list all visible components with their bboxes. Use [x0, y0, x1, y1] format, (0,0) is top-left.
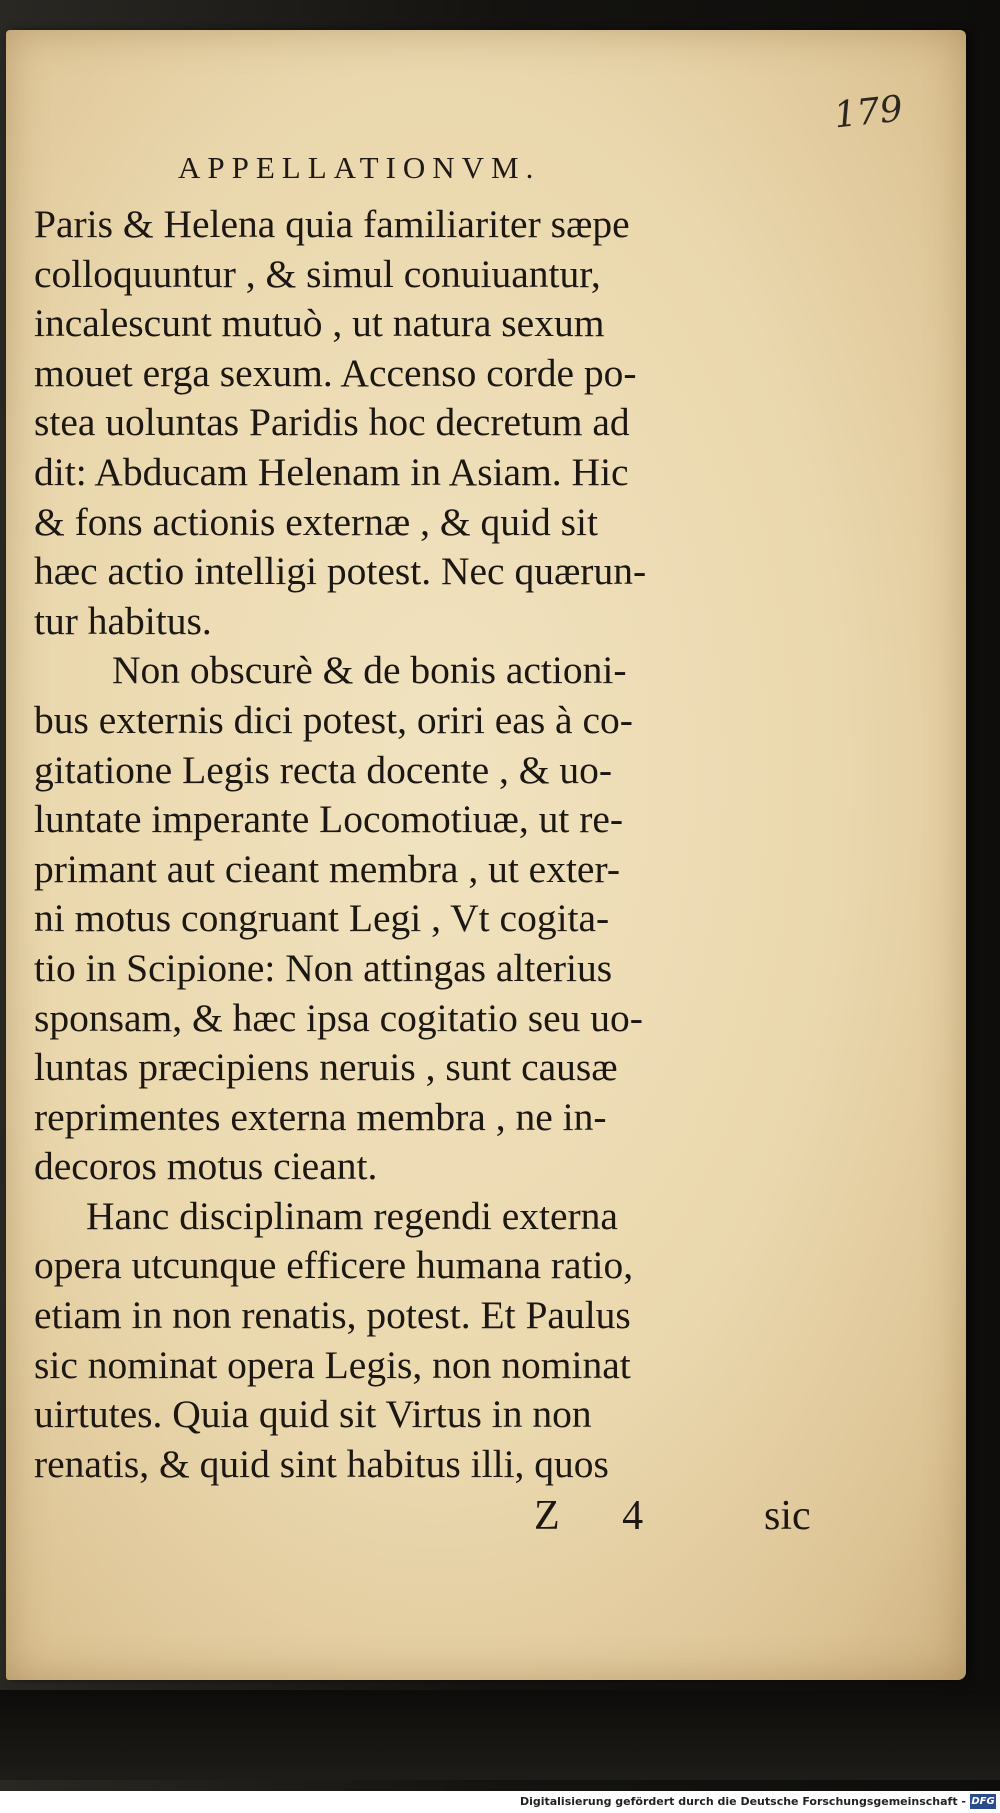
running-head: APPELLATIONVM.: [178, 150, 541, 185]
text-line: stea uoluntas Paridis hoc decretum ad: [34, 400, 630, 445]
text-line: ni motus congruant Legi , Vt cogita-: [34, 896, 610, 941]
text-line: Non obscurè & de bonis actioni-: [112, 648, 627, 693]
text-line: incalescunt mutuò , ut natura sexum: [34, 301, 605, 346]
text-line: etiam in non renatis, potest. Et Paulus: [34, 1293, 631, 1338]
body-text: [34, 200, 794, 1489]
text-line: sic nominat opera Legis, non nominat: [34, 1342, 631, 1387]
text-line: mouet erga sexum. Accenso corde po-: [34, 350, 637, 395]
text-line: & fons actionis externæ , & quid sit: [34, 499, 598, 544]
text-line: tur habitus.: [34, 598, 212, 643]
book-page: [6, 30, 966, 1680]
text-line: opera utcunque efficere humana ratio,: [34, 1243, 634, 1288]
text-line: Hanc disciplinam regendi externa: [86, 1193, 618, 1238]
text-line: Paris & Helena quia familiariter sæpe: [34, 202, 630, 246]
footer-credit: Digitalisierung gefördert durch die Deutsche Forschungsgemeinschaft -: [519, 1795, 966, 1808]
text-line: uirtutes. Quia quid sit Virtus in non: [34, 1392, 592, 1437]
text-line: primant aut cieant membra , ut exter-: [34, 846, 620, 891]
folio-number: 179: [832, 88, 905, 137]
signature-line: [534, 1492, 811, 1540]
signature-letter: Z: [534, 1493, 560, 1539]
text-line: reprimentes externa membra , ne in-: [34, 1094, 607, 1139]
text-line: sponsam, & hæc ipsa cogitatio seu uo-: [34, 995, 643, 1040]
signature-number: 4: [622, 1493, 644, 1539]
scan-bottom-edge: [0, 1690, 1000, 1780]
catchword: sic: [764, 1493, 811, 1539]
footer-bar: [0, 1791, 1000, 1813]
text-line: hæc actio intelligi potest. Nec quærun-: [34, 549, 647, 594]
text-line: luntas præcipiens neruis , sunt causæ: [34, 1045, 618, 1090]
text-line: tio in Scipione: Non attingas alterius: [34, 945, 613, 990]
text-line: dit: Abducam Helenam in Asiam. Hic: [34, 449, 629, 494]
text-line: decoros motus cieant.: [34, 1144, 378, 1189]
text-line: bus externis dici potest, oriri eas à co-: [34, 697, 633, 742]
text-line: gitatione Legis recta docente , & uo-: [34, 747, 613, 792]
text-line: luntate imperante Locomotiuæ, ut re-: [34, 797, 624, 842]
text-line: renatis, & quid sint habitus illi, quos: [34, 1441, 609, 1486]
dfg-logo-icon: DFG: [971, 1796, 995, 1807]
text-line: colloquuntur , & simul conuiuantur,: [34, 251, 601, 296]
